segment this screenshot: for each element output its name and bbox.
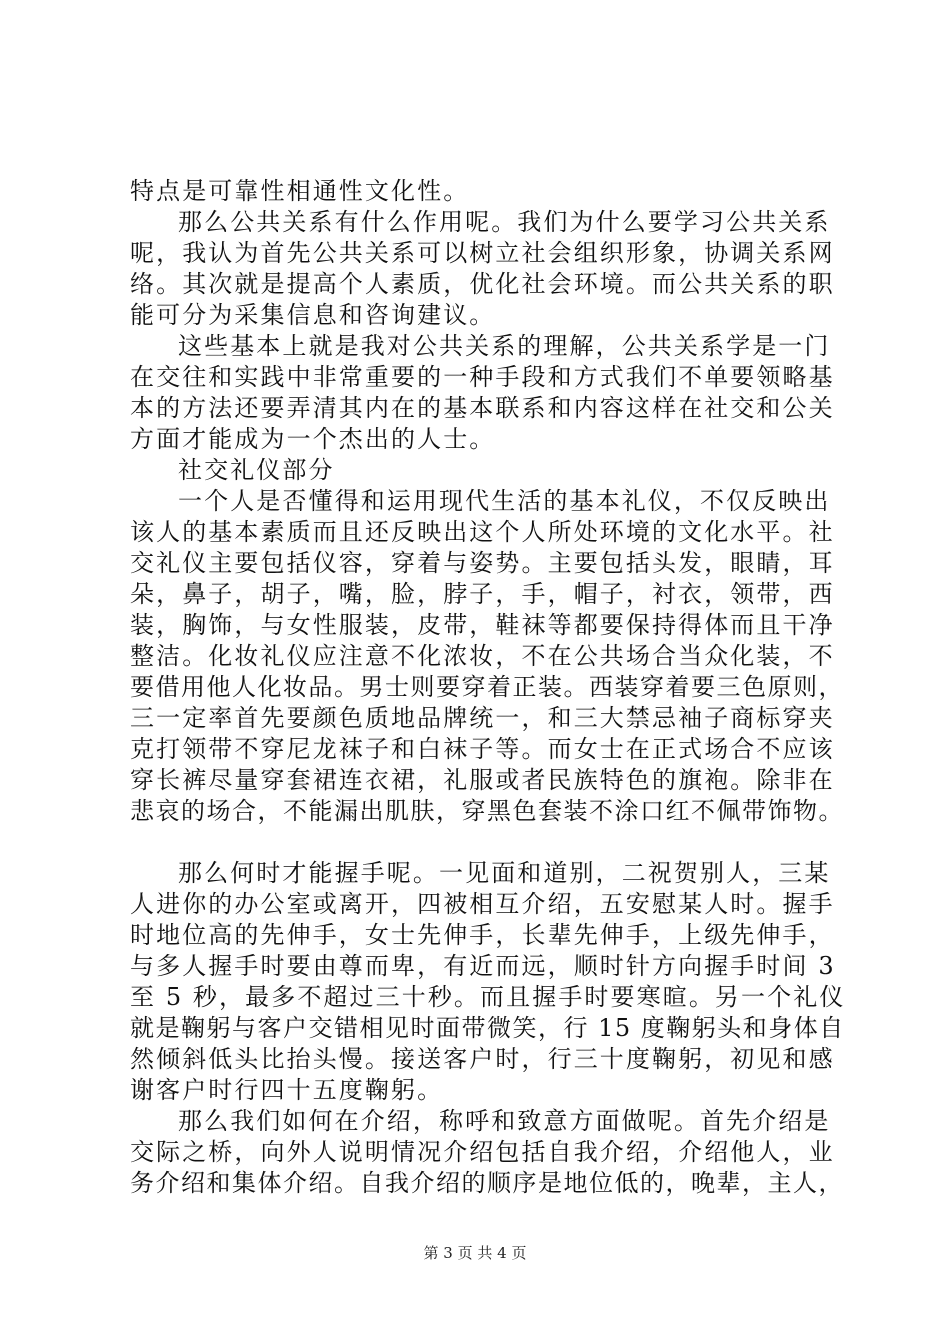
text-line: 装，胸饰，与女性服装，皮带，鞋袜等都要保持得体而且干净 [130,611,835,639]
section-heading: 社交礼仪部分 [178,456,335,484]
text-line: 络。其次就是提高个人素质，优化社会环境。而公共关系的职 [130,270,835,298]
text-line: 就是鞠躬与客户交错相见时面带微笑，行 15 度鞠躬头和身体自 [130,1014,845,1042]
text-line: 那么公共关系有什么作用呢。我们为什么要学习公共关系 [178,208,831,236]
text-line: 交际之桥，向外人说明情况介绍包括自我介绍，介绍他人，业 [130,1138,835,1166]
text-line: 悲哀的场合，不能漏出肌肤，穿黑色套装不涂口红不佩带饰物。 [130,797,844,825]
text-line: 在交往和实践中非常重要的一种手段和方式我们不单要领略基 [130,363,835,391]
text-line: 方面才能成为一个杰出的人士。 [130,425,496,453]
text-line: 特点是可靠性相通性文化性。 [130,177,470,205]
text-line: 谢客户时行四十五度鞠躬。 [130,1076,444,1104]
text-line: 要借用他人化妆品。男士则要穿着正装。西装穿着要三色原则， [130,673,844,701]
text-line: 交礼仪主要包括仪容，穿着与姿势。主要包括头发，眼睛，耳 [130,549,835,577]
text-line: 至 5 秒，最多不超过三十秒。而且握手时要寒暄。另一个礼仪 [130,983,846,1011]
text-line: 三一定率首先要颜色质地品牌统一，和三大禁忌袖子商标穿夹 [130,704,835,732]
text-line: 一个人是否懂得和运用现代生活的基本礼仪，不仅反映出 [178,487,831,515]
text-line: 与多人握手时要由尊而卑，有近而远，顺时针方向握手时间 3 [130,952,836,980]
text-line: 那么我们如何在介绍，称呼和致意方面做呢。首先介绍是 [178,1107,831,1135]
text-line: 那么何时才能握手呢。一见面和道别，二祝贺别人，三某 [178,859,831,887]
text-line: 呢，我认为首先公共关系可以树立社会组织形象，协调关系网 [130,239,835,267]
text-line: 克打领带不穿尼龙袜子和白袜子等。而女士在正式场合不应该 [130,735,835,763]
text-line: 穿长裤尽量穿套裙连衣裙，礼服或者民族特色的旗袍。除非在 [130,766,835,794]
text-line: 然倾斜低头比抬头慢。接送客户时，行三十度鞠躬，初见和感 [130,1045,835,1073]
text-line: 本的方法还要弄清其内在的基本联系和内容这样在社交和公关 [130,394,835,422]
text-line: 务介绍和集体介绍。自我介绍的顺序是地位低的，晚辈，主人， [130,1169,844,1197]
text-line: 整洁。化妆礼仪应注意不化浓妆，不在公共场合当众化装，不 [130,642,835,670]
text-line: 这些基本上就是我对公共关系的理解，公共关系学是一门 [178,332,831,360]
text-line: 朵，鼻子，胡子，嘴，脸，脖子，手，帽子，衬衣，领带，西 [130,580,835,608]
text-line: 人进你的办公室或离开，四被相互介绍，五安慰某人时。握手 [130,890,835,918]
text-line: 能可分为采集信息和咨询建议。 [130,301,496,329]
text-line: 时地位高的先伸手，女士先伸手，长辈先伸手，上级先伸手， [130,921,835,949]
page-footer: 第 3 页 共 4 页 [423,1244,527,1262]
text-line: 该人的基本素质而且还反映出这个人所处环境的文化水平。社 [130,518,835,546]
